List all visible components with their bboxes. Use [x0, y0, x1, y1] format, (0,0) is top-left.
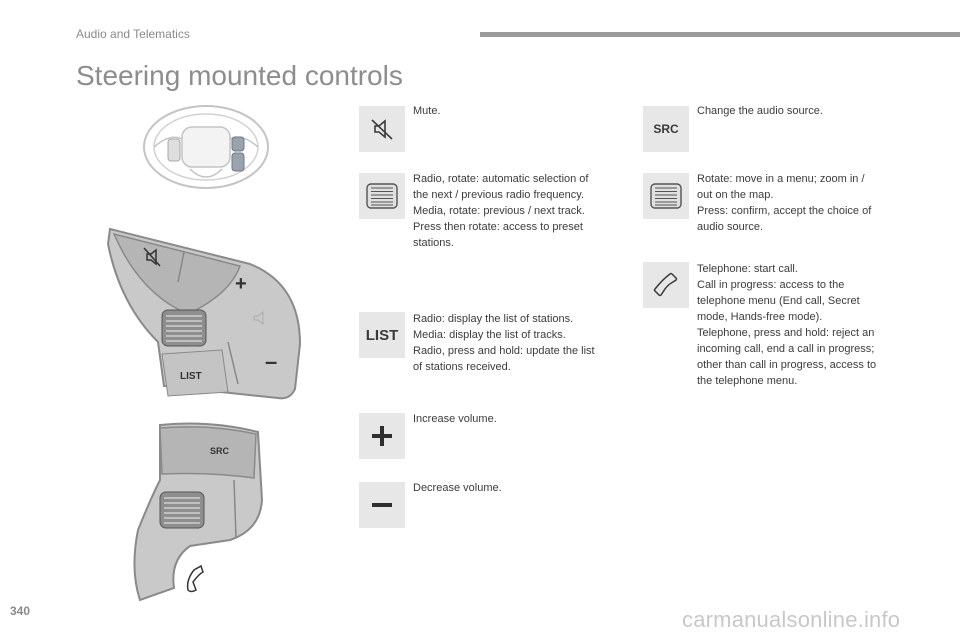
thumbwheel-icon [366, 183, 398, 209]
right-thumbwheel-description [697, 171, 917, 235]
phone-line-4: mode, Hands-free mode). [697, 311, 823, 323]
src-icon-label: SRC [653, 122, 679, 136]
right-thumbwheel-line-3: Press: confirm, accept the choice of [697, 205, 872, 217]
section-header: Audio and Telematics [76, 27, 190, 41]
list-button-icon-box [359, 312, 405, 358]
svg-text:+: + [235, 273, 247, 295]
src-description [697, 103, 917, 119]
phone-line-1: Telephone: start call. [697, 263, 798, 275]
volume-down-icon-box [359, 482, 405, 528]
src-button-icon-box [643, 106, 689, 152]
minus-icon [371, 494, 393, 516]
list-label-illustration: LIST [180, 371, 202, 382]
mute-description [413, 103, 628, 119]
left-thumbwheel-description [413, 171, 628, 251]
left-thumbwheel-line-5: stations. [413, 237, 454, 249]
src-line-1: Change the audio source. [697, 105, 823, 117]
left-thumbwheel-line-4: Press then rotate: access to preset [413, 221, 583, 233]
left-thumbwheel-line-3: Media, rotate: previous / next track. [413, 205, 585, 217]
src-label-illustration: SRC [210, 446, 230, 456]
phone-description [697, 261, 917, 389]
volume-down-description [413, 480, 628, 496]
phone-button-icon-box [643, 262, 689, 308]
right-control-pad-illustration [130, 420, 270, 610]
watermark: carmanualsonline.info [682, 607, 901, 632]
left-control-pad-illustration [100, 224, 305, 406]
list-description [413, 311, 628, 375]
phone-line-6: incoming call, end a call in progress; [697, 343, 875, 355]
list-icon-label: LIST [365, 326, 399, 344]
phone-line-2: Call in progress: access to the [697, 279, 845, 291]
list-line-3: Radio, press and hold: update the list [413, 345, 595, 357]
steering-wheel-illustration [140, 103, 272, 191]
left-thumbwheel-line-2: the next / previous radio frequency. [413, 189, 585, 201]
phone-line-8: the telephone menu. [697, 375, 798, 387]
header-divider [480, 32, 960, 37]
mute-line-1: Mute. [413, 105, 441, 117]
volume-down-line-1: Decrease volume. [413, 482, 502, 494]
phone-handset-icon [652, 271, 680, 299]
phone-line-3: telephone menu (End call, Secret [697, 295, 860, 307]
left-thumbwheel-icon-box [359, 173, 405, 219]
plus-icon [371, 425, 393, 447]
mute-button-icon-box [359, 106, 405, 152]
right-thumbwheel-line-4: audio source. [697, 221, 764, 233]
right-thumbwheel-icon-box [643, 173, 689, 219]
right-thumbwheel-line-2: out on the map. [697, 189, 774, 201]
svg-text:–: – [265, 349, 278, 374]
left-thumbwheel-line-1: Radio, rotate: automatic selection of [413, 173, 589, 185]
phone-line-7: other than call in progress, access to [697, 359, 877, 371]
right-thumbwheel-line-1: Rotate: move in a menu; zoom in / [697, 173, 865, 185]
list-line-1: Radio: display the list of stations. [413, 313, 574, 325]
mute-speaker-icon [368, 115, 396, 143]
phone-line-5: Telephone, press and hold: reject an [697, 327, 875, 339]
volume-up-description [413, 411, 628, 427]
page-title: Steering mounted controls [76, 60, 403, 91]
volume-up-icon-box [359, 413, 405, 459]
list-line-4: of stations received. [413, 361, 511, 373]
page-number: 340 [10, 604, 31, 618]
volume-up-line-1: Increase volume. [413, 413, 497, 425]
thumbwheel-icon [650, 183, 682, 209]
list-line-2: Media: display the list of tracks. [413, 329, 566, 341]
